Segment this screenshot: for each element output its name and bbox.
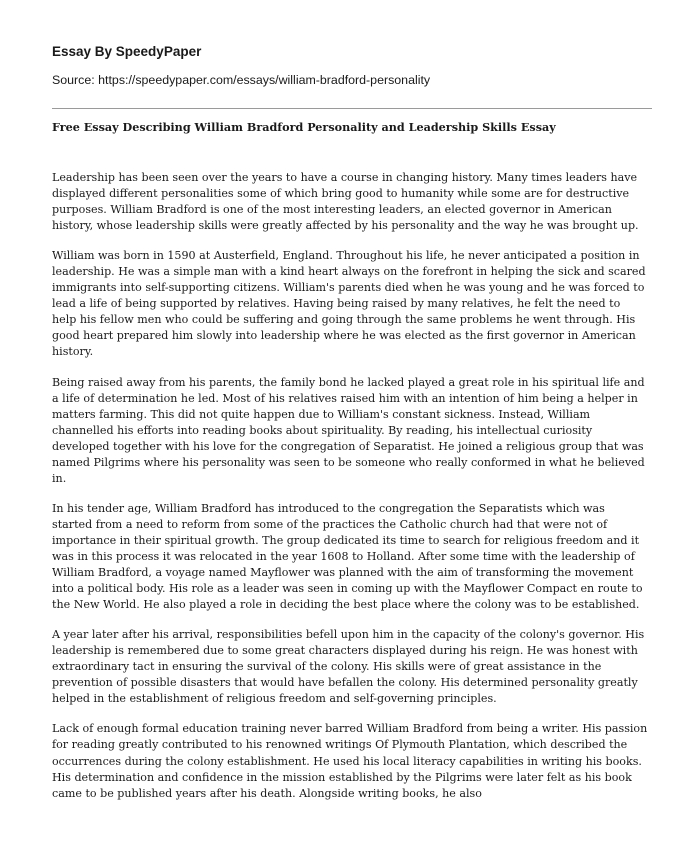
source-url: https://speedypaper.com/essays/william-bradford-personality [98, 73, 431, 87]
source-label: Source: [52, 73, 99, 87]
essay-title: Free Essay Describing William Bradford Personality and Leadership Skills Essay [52, 120, 556, 134]
header-divider [52, 108, 652, 109]
essay-paragraph: William was born in 1590 at Austerfield, England. Throughout his life, he never anticipated a position in leadership. He was a simple man with a kind heart always on the forefront in helping the sick and scared immigrants into self-supporting citizens. William's parents died when he was young and he was forced to lead a life of being supported by relatives. Having being raised by many relatives, he felt the need to help his fellow men who could be suffering and going through the same problems he went through. His good heart prepared him slowly into leadership where he was elected as the first governor in American history. [52, 249, 646, 359]
site-header [52, 44, 652, 88]
site-title: Essay By SpeedyPaper [52, 44, 202, 59]
essay-paragraph: A year later after his arrival, responsibilities befell upon him in the capacity of the colony's governor. His leadership is remembered due to some great characters displayed during his reign. He was honest with extraordinary tact in ensuring the survival of the colony. His skills were of great assistance in the prevention of possible disasters that would have befallen the colony. His determined personality greatly helped in the establishment of religious freedom and self-governing principles. [52, 628, 645, 706]
essay-paragraph: Leadership has been seen over the years to have a course in changing history. Many times leaders have displayed different personalities some of which bring good to humanity while some are for destructive purposes. William Bradford is one of the most interesting leaders, an elected governor in American history, whose leadership skills were greatly affected by his personality and the way he was brought up. [52, 171, 639, 233]
essay-paragraph: Being raised away from his parents, the family bond he lacked played a great role in his spiritual life and a life of determination he led. Most of his relatives raised him with an intention of him being a helper in matters farming. This did not quite happen due to William's constant sickness. Instead, William channelled his efforts into reading books about spirituality. By reading, his intellectual curiosity developed together with his love for the congregation of Separatist. He joined a religious group that was named Pilgrims where his personality was seen to be someone who really conformed in what he believed in. [52, 375, 645, 485]
essay-body [52, 170, 648, 816]
source-line [52, 73, 652, 88]
essay-paragraph: Lack of enough formal education training never barred William Bradford from being a writer. His passion for reading greatly contributed to his renowned writings Of Plymouth Plantation, which described the occurrences during the colony establishment. He used his local literacy capabilities in writing his books. His determination and confidence in the mission established by the Pilgrims were later felt as his book came to be published years after his death. Alongside writing books, he also [52, 722, 648, 800]
essay-paragraph: In his tender age, William Bradford has introduced to the congregation the Separatists which was started from a need to reform from some of the practices the Catholic church had that were not of importance in their spiritual growth. The group dedicated its time to search for religious freedom and it was in this process it was relocated in the year 1608 to Holland. After some time with the leadership of William Bradford, a voyage named Mayflower was planned with the aim of transforming the movement into a political body. His role as a leader was seen in coming up with the Mayflower Compact en route to the New World. He also played a role in deciding the best place where the colony was to be established. [52, 501, 643, 612]
